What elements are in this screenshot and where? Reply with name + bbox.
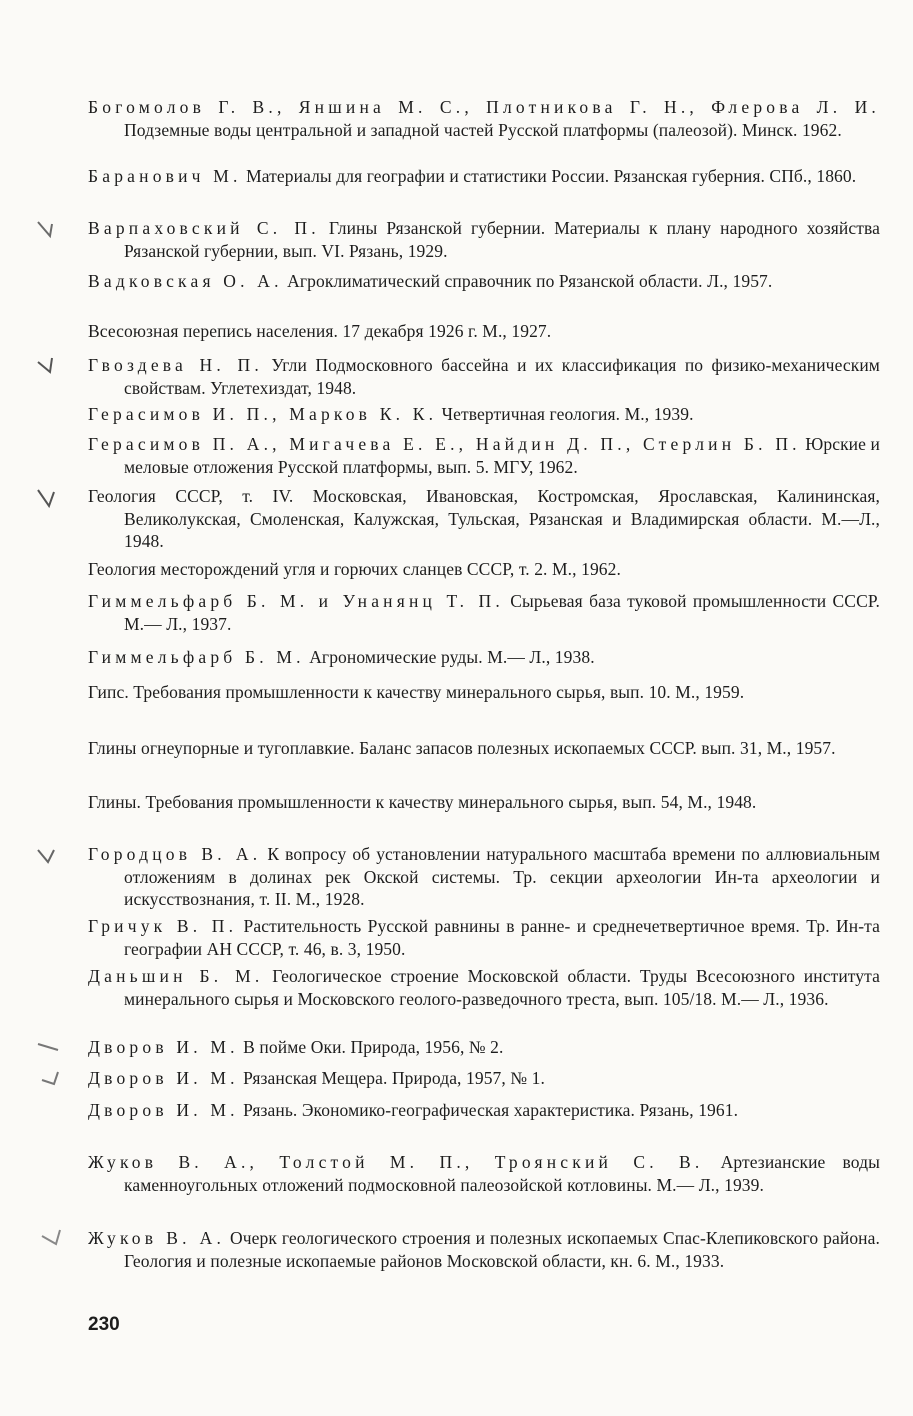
entry-author: Баранович М.	[88, 166, 242, 186]
margin-check-mark-icon	[36, 1036, 66, 1058]
entry-author: Даньшин Б. М.	[88, 966, 264, 986]
entry-text: В пойме Оки. Природа, 1956, № 2.	[238, 1037, 504, 1057]
bibliography-entry	[88, 1099, 880, 1122]
entry-text: Четвертичная геология. М., 1939.	[437, 404, 694, 424]
bibliography-entry	[88, 590, 880, 635]
entry-author: Жуков В. А.	[88, 1228, 226, 1248]
entry-text: Материалы для географии и статистики России. Рязанская губерния. СПб., 1860.	[241, 166, 857, 186]
bibliography-entry	[88, 354, 880, 399]
entry-author: Гричук В. П.	[88, 916, 238, 936]
margin-check-mark-icon	[36, 218, 66, 240]
bibliography-entry	[88, 320, 880, 343]
entry-author: Гиммельфарб Б. М. и Унанянц Т. П.	[88, 591, 504, 611]
entry-text: Агроклиматический справочник по Рязанской области. Л., 1957.	[282, 271, 773, 291]
bibliography-entry	[88, 403, 880, 426]
entry-text: Сырьевая база туковой промышленности СССР. М.— Л., 1937.	[124, 591, 880, 634]
bibliography-entry	[88, 558, 880, 581]
margin-check-mark-icon	[36, 1228, 66, 1250]
bibliography-entry	[88, 681, 880, 704]
margin-check-mark-icon	[36, 356, 66, 378]
entry-text: Рязань. Экономико-географическая характеристика. Рязань, 1961.	[238, 1100, 739, 1120]
entry-author: Герасимов П. А., Мигачева Е. Е., Найдин Д. П., Стерлин Б. П.	[88, 434, 801, 454]
bibliography-entry	[88, 433, 880, 478]
bibliography-entry	[88, 270, 880, 293]
entry-text: Очерк геологического строения и полезных ископаемых Спас-Клепиковского района. Геология и полезные ископаемые районов Московской области, кн. 6. М., 1933.	[124, 1228, 880, 1271]
entry-text: Геология СССР, т. IV. Московская, Ивановская, Костромская, Ярославская, Калининская, Великолукская, Смоленская, Калужская, Тульская, Рязанская и Владимирская области. М.—Л., 1948.	[88, 486, 880, 551]
entry-author: Городцов В. А.	[88, 844, 262, 864]
entry-author: Дворов И. М.	[88, 1100, 239, 1120]
bibliography-entry	[88, 485, 880, 553]
bibliography-entry	[88, 217, 880, 262]
bibliography-entry	[88, 1036, 880, 1059]
bibliography-entry	[88, 843, 880, 911]
entry-text: Всесоюзная перепись населения. 17 декабря 1926 г. М., 1927.	[88, 321, 552, 341]
bibliography-entry	[88, 1067, 880, 1090]
entry-text: Глины огнеупорные и тугоплавкие. Баланс запасов полезных ископаемых СССР. вып. 31, М., 1957.	[88, 738, 836, 758]
entry-text: Геология месторождений угля и горючих сланцев СССР, т. 2. М., 1962.	[88, 559, 621, 579]
bibliography-entry	[88, 646, 880, 669]
entry-author: Богомолов Г. В., Яншина М. С., Плотникова Г. Н., Флерова Л. И.	[88, 97, 880, 117]
entry-text: Подземные воды центральной и западной частей Русской платформы (палеозой). Минск. 1962.	[124, 119, 842, 140]
bibliography-entry	[88, 965, 880, 1010]
entry-text: Глины. Требования промышленности к качеству минерального сырья, вып. 54, М., 1948.	[88, 792, 757, 812]
entry-text: Рязанская Мещера. Природа, 1957, № 1.	[238, 1068, 545, 1088]
entry-text: Глины Рязанской губернии. Материалы к плану народного хозяйства Рязанской губернии, вып. VI. Рязань, 1929.	[124, 218, 880, 261]
entry-text: Гипс. Требования промышленности к качеству минерального сырья, вып. 10. М., 1959.	[88, 682, 745, 702]
bibliography-entry	[88, 915, 880, 960]
entry-author: Гиммельфарб Б. М.	[88, 647, 305, 667]
entry-author: Гвоздева Н. П.	[88, 355, 263, 375]
entry-author: Вадковская О. А.	[88, 271, 283, 291]
entry-author: Герасимов И. П., Марков К. К.	[88, 404, 438, 424]
entry-text: Артезианские воды каменноугольных отложений подмосковной палеозойской котловины. М.— Л., 1939.	[124, 1152, 881, 1195]
entry-text: Юрские и меловые отложения Русской платформы, вып. 5. МГУ, 1962.	[124, 434, 880, 477]
margin-check-mark-icon	[36, 846, 66, 868]
entry-text: Геологическое строение Московской области. Труды Всесоюзного института минерального сырья и Московского геолого-разведочного треста, вып. 105/18. М.— Л., 1936.	[124, 966, 880, 1009]
bibliography-entry	[88, 165, 880, 188]
bibliography-entry	[88, 1227, 880, 1272]
bibliography-entry	[88, 1151, 880, 1196]
entry-text: Агрономические руды. М.— Л., 1938.	[304, 647, 595, 667]
bibliography-entry	[88, 96, 880, 141]
bibliography-entry	[88, 791, 880, 814]
margin-check-mark-icon	[36, 1070, 66, 1092]
entry-author: Дворов И. М.	[88, 1068, 239, 1088]
entry-text: К вопросу об установлении натурального масштаба времени по аллювиальным отложениям в долинах рек Окской системы. Тр. секции археологии Ин-та археологии и искусствознания, т. II. М., 1928.	[124, 844, 880, 909]
entry-author: Варпаховский С. П.	[88, 218, 320, 238]
page-number: 230	[88, 1314, 120, 1335]
bibliography-entry	[88, 737, 880, 760]
entry-text: Угли Подмосковного бассейна и их классификация по физико-механическим свойствам. Углетехиздат, 1948.	[124, 355, 880, 398]
entry-author: Дворов И. М.	[88, 1037, 239, 1057]
entry-author: Жуков В. А., Толстой М. П., Троянский С. В.	[88, 1152, 704, 1172]
entry-text: Растительность Русской равнины в ранне- и среднечетвертичное время. Тр. Ин-та географии АН СССР, т. 46, в. 3, 1950.	[124, 916, 880, 959]
margin-check-mark-icon	[36, 488, 66, 510]
